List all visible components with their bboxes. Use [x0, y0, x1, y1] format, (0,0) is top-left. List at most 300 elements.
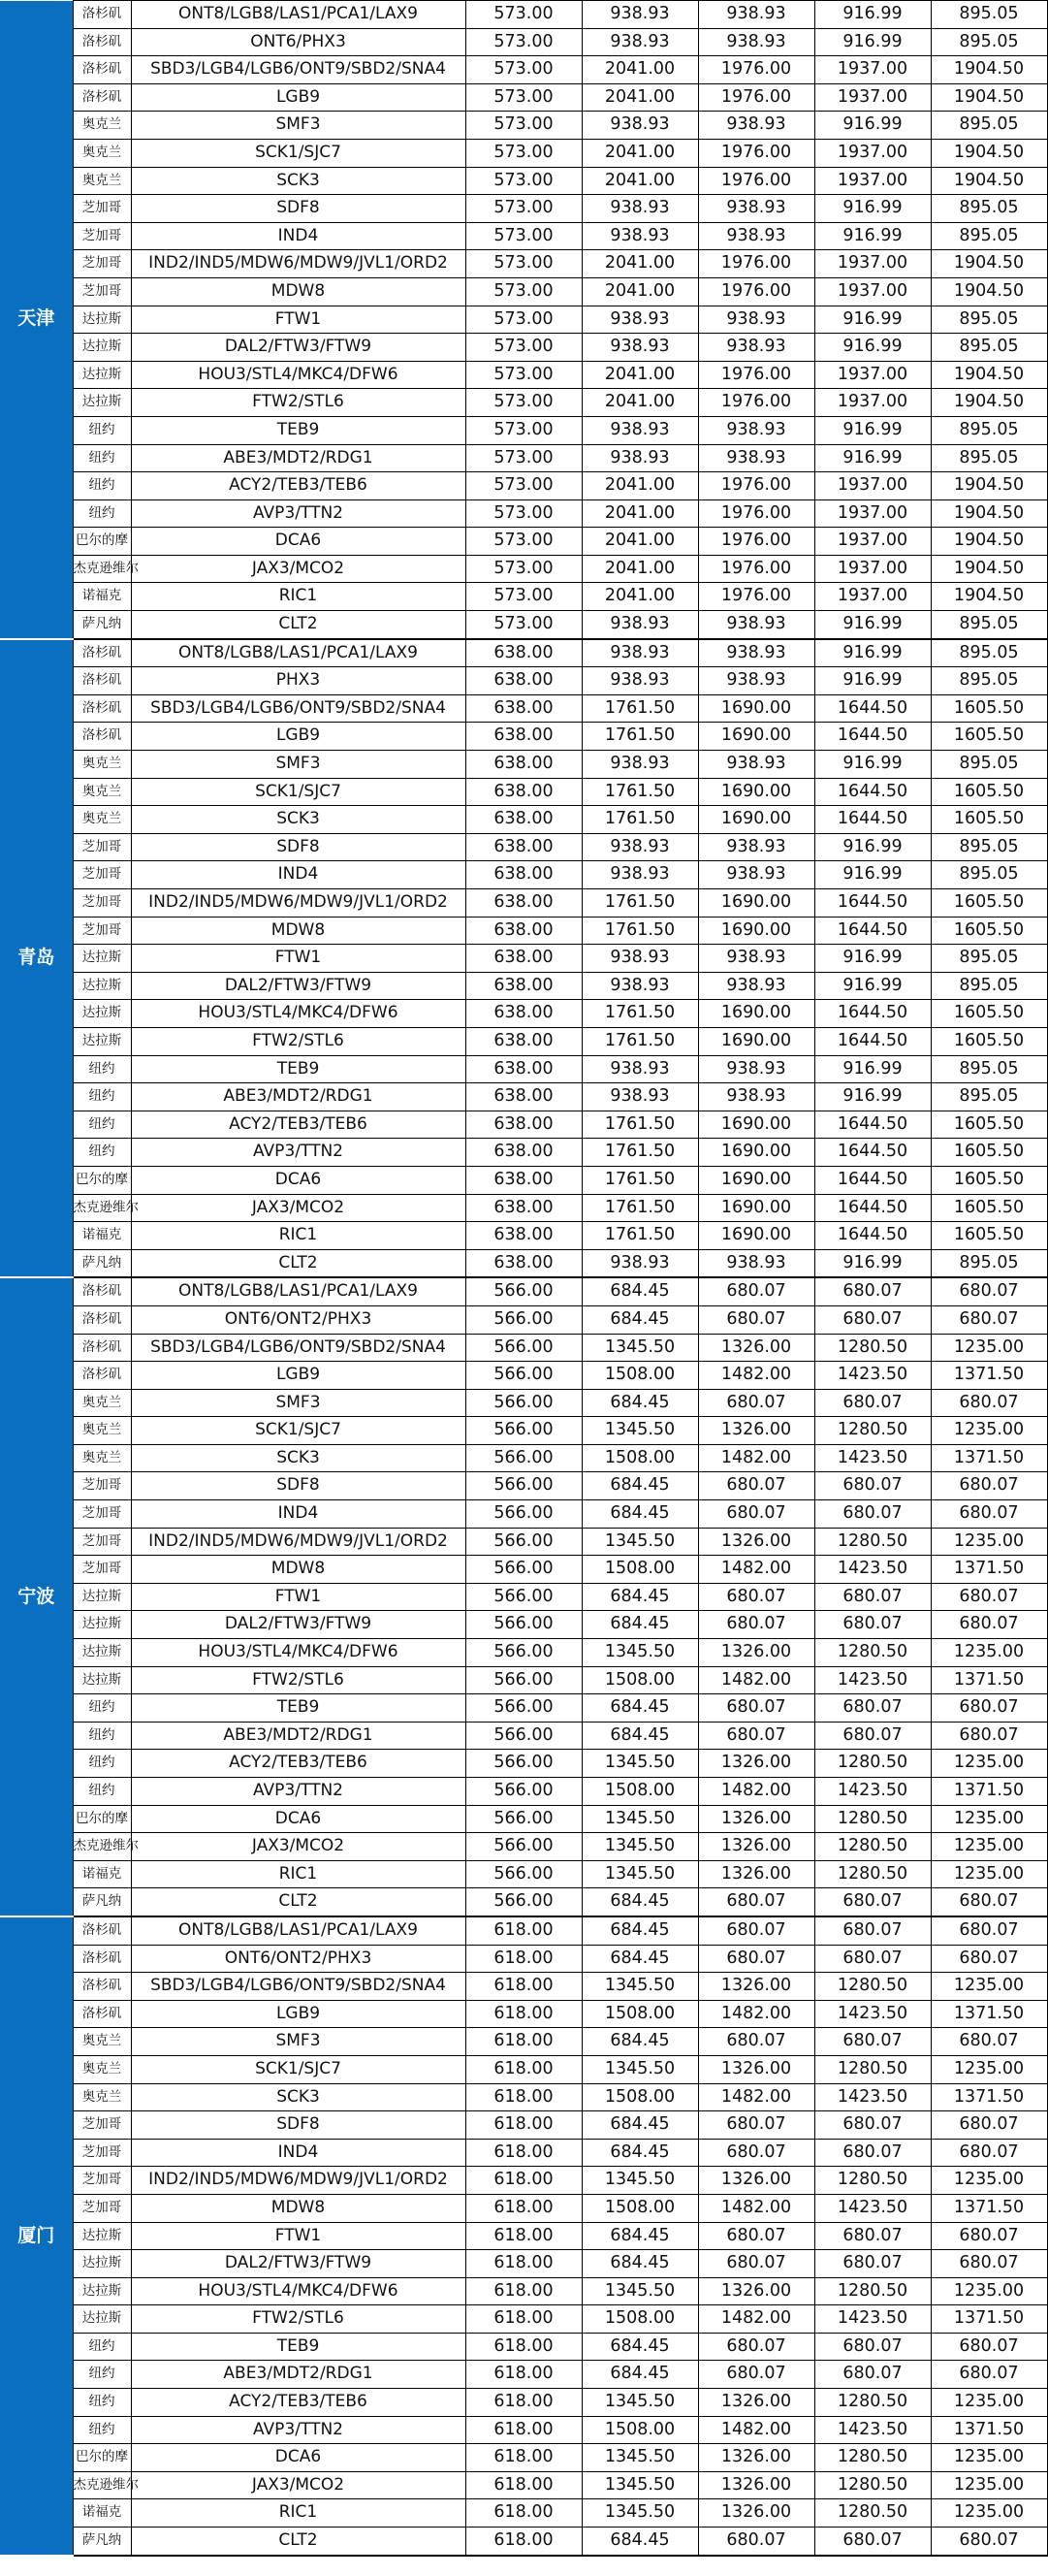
table-row: [0, 861, 1047, 889]
rate-col-4-cell: 1644.50: [814, 778, 931, 806]
table-row: [0, 667, 1047, 695]
rate-col-5-cell: 1904.50: [931, 472, 1047, 500]
rate-col-1-cell: 573.00: [465, 139, 582, 167]
rate-col-3-cell: 938.93: [698, 28, 814, 56]
rate-col-3-cell: 938.93: [698, 972, 814, 1000]
origin-port-label: 厦门: [0, 1916, 73, 2556]
rate-col-1-cell: 566.00: [465, 1888, 582, 1916]
warehouse-code-cell: PHX3: [131, 667, 465, 695]
rate-col-4-cell: 1644.50: [814, 1222, 931, 1250]
table-row: [0, 2277, 1047, 2305]
rate-col-4-cell: 1644.50: [814, 917, 931, 945]
rate-col-3-cell: 1690.00: [698, 694, 814, 723]
warehouse-code-cell: ACY2/TEB3/TEB6: [131, 472, 465, 500]
rate-col-1-cell: 566.00: [465, 1500, 582, 1529]
table-row: [0, 972, 1047, 1000]
destination-city-cell: 达拉斯: [73, 2222, 131, 2250]
table-row: [0, 1389, 1047, 1417]
rate-col-3-cell: 1482.00: [698, 2194, 814, 2222]
table-row: [0, 334, 1047, 362]
warehouse-code-cell: SCK1/SJC7: [131, 1417, 465, 1445]
rate-col-2-cell: 2041.00: [582, 472, 698, 500]
rate-col-3-cell: 1690.00: [698, 1027, 814, 1055]
rate-col-4-cell: 1280.50: [814, 1334, 931, 1362]
rate-col-5-cell: 895.05: [931, 1249, 1047, 1277]
destination-city-cell: 巴尔的摩: [73, 1166, 131, 1194]
rate-col-3-cell: 1326.00: [698, 1750, 814, 1778]
rate-col-3-cell: 1690.00: [698, 917, 814, 945]
warehouse-code-cell: DCA6: [131, 1805, 465, 1833]
rate-col-5-cell: 1904.50: [931, 583, 1047, 611]
rate-col-2-cell: 684.45: [582, 1694, 698, 1723]
rate-col-1-cell: 573.00: [465, 611, 582, 639]
table-row: [0, 1222, 1047, 1250]
warehouse-code-cell: HOU3/STL4/MKC4/DFW6: [131, 1000, 465, 1028]
table-row: [0, 1639, 1047, 1667]
rate-col-3-cell: 1976.00: [698, 167, 814, 195]
rate-col-2-cell: 938.93: [582, 1249, 698, 1277]
rate-col-3-cell: 1690.00: [698, 723, 814, 751]
rate-col-1-cell: 618.00: [465, 2028, 582, 2056]
rate-col-5-cell: 895.05: [931, 945, 1047, 973]
table-row: [0, 583, 1047, 611]
rate-col-2-cell: 938.93: [582, 195, 698, 223]
rate-col-3-cell: 1976.00: [698, 139, 814, 167]
rate-col-1-cell: 618.00: [465, 2361, 582, 2389]
table-row: [0, 1277, 1047, 1305]
table-row: [0, 611, 1047, 639]
rate-col-1-cell: 618.00: [465, 2222, 582, 2250]
destination-city-cell: 芝加哥: [73, 917, 131, 945]
rate-col-3-cell: 1690.00: [698, 806, 814, 834]
table-row: [0, 1444, 1047, 1472]
rate-col-1-cell: 638.00: [465, 806, 582, 834]
destination-city-cell: 诺福克: [73, 1860, 131, 1888]
destination-city-cell: 芝加哥: [73, 1472, 131, 1500]
warehouse-code-cell: IND4: [131, 1500, 465, 1529]
warehouse-code-cell: MDW8: [131, 2194, 465, 2222]
rate-col-4-cell: 916.99: [814, 861, 931, 889]
table-row: [0, 2194, 1047, 2222]
rate-col-4-cell: 680.07: [814, 2361, 931, 2389]
rate-col-1-cell: 618.00: [465, 2167, 582, 2195]
rate-col-1-cell: 566.00: [465, 1389, 582, 1417]
table-row: [0, 2333, 1047, 2361]
rate-col-2-cell: 1345.50: [582, 2167, 698, 2195]
rate-col-4-cell: 1644.50: [814, 1027, 931, 1055]
rate-col-4-cell: 1937.00: [814, 56, 931, 84]
rate-col-5-cell: 1235.00: [931, 1750, 1047, 1778]
rate-col-4-cell: 1280.50: [814, 2055, 931, 2083]
rate-col-3-cell: 938.93: [698, 1, 814, 29]
table-row: [0, 167, 1047, 195]
rate-col-2-cell: 2041.00: [582, 139, 698, 167]
rate-col-1-cell: 566.00: [465, 1860, 582, 1888]
warehouse-code-cell: AVP3/TTN2: [131, 2416, 465, 2444]
warehouse-code-cell: IND2/IND5/MDW6/MDW9/JVL1/ORD2: [131, 889, 465, 918]
origin-port-label: 青岛: [0, 639, 73, 1278]
rate-col-3-cell: 680.07: [698, 2028, 814, 2056]
rate-col-2-cell: 1761.50: [582, 1166, 698, 1194]
table-row: [0, 250, 1047, 278]
rate-col-5-cell: 1235.00: [931, 2499, 1047, 2528]
warehouse-code-cell: LGB9: [131, 83, 465, 112]
rate-col-3-cell: 1482.00: [698, 2000, 814, 2028]
rate-col-4-cell: 1937.00: [814, 389, 931, 417]
warehouse-code-cell: SMF3: [131, 112, 465, 140]
warehouse-code-cell: ONT6/ONT2/PHX3: [131, 1305, 465, 1334]
rate-col-5-cell: 680.07: [931, 2111, 1047, 2140]
destination-city-cell: 纽约: [73, 416, 131, 444]
rate-col-5-cell: 1605.50: [931, 1222, 1047, 1250]
warehouse-code-cell: CLT2: [131, 1249, 465, 1277]
rate-col-1-cell: 638.00: [465, 639, 582, 667]
rate-col-4-cell: 1937.00: [814, 499, 931, 528]
table-row: [0, 361, 1047, 389]
rate-col-3-cell: 680.07: [698, 1611, 814, 1639]
rate-col-2-cell: 684.45: [582, 2028, 698, 2056]
rate-col-4-cell: 1423.50: [814, 1778, 931, 1806]
rate-col-4-cell: 916.99: [814, 639, 931, 667]
table-row: [0, 2222, 1047, 2250]
warehouse-code-cell: AVP3/TTN2: [131, 499, 465, 528]
rate-col-5-cell: 680.07: [931, 2250, 1047, 2278]
destination-city-cell: 芝加哥: [73, 2194, 131, 2222]
table-row: [0, 889, 1047, 918]
rate-col-1-cell: 566.00: [465, 1583, 582, 1611]
warehouse-code-cell: SCK3: [131, 1444, 465, 1472]
table-row: [0, 1750, 1047, 1778]
warehouse-code-cell: SCK1/SJC7: [131, 139, 465, 167]
rate-col-1-cell: 566.00: [465, 1805, 582, 1833]
rate-col-1-cell: 573.00: [465, 83, 582, 112]
rate-col-5-cell: 895.05: [931, 1055, 1047, 1083]
rate-col-2-cell: 684.45: [582, 2361, 698, 2389]
table-row: [0, 2000, 1047, 2028]
warehouse-code-cell: FTW2/STL6: [131, 1027, 465, 1055]
rate-col-2-cell: 1761.50: [582, 889, 698, 918]
warehouse-code-cell: TEB9: [131, 1694, 465, 1723]
rate-col-1-cell: 573.00: [465, 167, 582, 195]
rate-col-4-cell: 1280.50: [814, 1750, 931, 1778]
destination-city-cell: 奥克兰: [73, 139, 131, 167]
destination-city-cell: 达拉斯: [73, 361, 131, 389]
rate-col-4-cell: 916.99: [814, 1083, 931, 1111]
rate-col-2-cell: 1761.50: [582, 1027, 698, 1055]
table-row: [0, 1973, 1047, 2001]
rate-col-1-cell: 618.00: [465, 1945, 582, 1973]
warehouse-code-cell: ONT8/LGB8/LAS1/PCA1/LAX9: [131, 1277, 465, 1305]
table-row: [0, 778, 1047, 806]
rate-col-5-cell: 1904.50: [931, 499, 1047, 528]
rate-col-4-cell: 680.07: [814, 1945, 931, 1973]
warehouse-code-cell: ONT6/ONT2/PHX3: [131, 1945, 465, 1973]
rate-col-5-cell: 1235.00: [931, 2055, 1047, 2083]
rate-col-4-cell: 1280.50: [814, 1973, 931, 2001]
warehouse-code-cell: SMF3: [131, 2028, 465, 2056]
table-row: [0, 1778, 1047, 1806]
rate-col-1-cell: 638.00: [465, 751, 582, 779]
rate-col-4-cell: 916.99: [814, 195, 931, 223]
rate-col-3-cell: 680.07: [698, 2139, 814, 2167]
destination-city-cell: 纽约: [73, 1111, 131, 1139]
destination-city-cell: 纽约: [73, 1139, 131, 1167]
rate-col-3-cell: 1976.00: [698, 83, 814, 112]
table-row: [0, 833, 1047, 861]
table-row: [0, 723, 1047, 751]
table-row: [0, 528, 1047, 556]
warehouse-code-cell: SBD3/LGB4/LGB6/ONT9/SBD2/SNA4: [131, 1973, 465, 2001]
destination-city-cell: 诺福克: [73, 583, 131, 611]
rate-col-2-cell: 684.45: [582, 1888, 698, 1916]
warehouse-code-cell: SDF8: [131, 195, 465, 223]
warehouse-code-cell: JAX3/MCO2: [131, 1194, 465, 1222]
rate-col-5-cell: 1605.50: [931, 1139, 1047, 1167]
warehouse-code-cell: CLT2: [131, 1888, 465, 1916]
table-row: [0, 2167, 1047, 2195]
warehouse-code-cell: ONT8/LGB8/LAS1/PCA1/LAX9: [131, 639, 465, 667]
rate-col-3-cell: 1976.00: [698, 499, 814, 528]
rate-col-3-cell: 938.93: [698, 1083, 814, 1111]
table-row: [0, 1583, 1047, 1611]
rate-col-1-cell: 573.00: [465, 528, 582, 556]
destination-city-cell: 纽约: [73, 472, 131, 500]
destination-city-cell: 芝加哥: [73, 2167, 131, 2195]
rate-col-3-cell: 680.07: [698, 2111, 814, 2140]
rate-col-2-cell: 938.93: [582, 945, 698, 973]
destination-city-cell: 诺福克: [73, 2499, 131, 2528]
warehouse-code-cell: FTW1: [131, 945, 465, 973]
rate-col-3-cell: 680.07: [698, 1583, 814, 1611]
rate-col-1-cell: 566.00: [465, 1334, 582, 1362]
rate-col-2-cell: 684.45: [582, 2528, 698, 2556]
rate-col-2-cell: 1761.50: [582, 806, 698, 834]
warehouse-code-cell: SCK3: [131, 806, 465, 834]
rate-col-2-cell: 938.93: [582, 751, 698, 779]
destination-city-cell: 达拉斯: [73, 1639, 131, 1667]
rate-col-1-cell: 618.00: [465, 1973, 582, 2001]
rate-col-3-cell: 1976.00: [698, 583, 814, 611]
warehouse-code-cell: TEB9: [131, 2333, 465, 2361]
warehouse-code-cell: ACY2/TEB3/TEB6: [131, 2389, 465, 2417]
rate-col-4-cell: 916.99: [814, 444, 931, 472]
rate-col-5-cell: 1904.50: [931, 56, 1047, 84]
rate-col-2-cell: 684.45: [582, 1945, 698, 1973]
warehouse-code-cell: IND2/IND5/MDW6/MDW9/JVL1/ORD2: [131, 2167, 465, 2195]
rate-col-3-cell: 1326.00: [698, 1833, 814, 1861]
warehouse-code-cell: ACY2/TEB3/TEB6: [131, 1750, 465, 1778]
rate-col-4-cell: 1280.50: [814, 2499, 931, 2528]
rate-col-1-cell: 566.00: [465, 1778, 582, 1806]
rate-col-4-cell: 680.07: [814, 1305, 931, 1334]
rate-col-4-cell: 1644.50: [814, 806, 931, 834]
warehouse-code-cell: IND2/IND5/MDW6/MDW9/JVL1/ORD2: [131, 1528, 465, 1556]
destination-city-cell: 达拉斯: [73, 1027, 131, 1055]
rate-col-5-cell: 1904.50: [931, 528, 1047, 556]
warehouse-code-cell: AVP3/TTN2: [131, 1139, 465, 1167]
destination-city-cell: 洛杉矶: [73, 667, 131, 695]
warehouse-code-cell: FTW1: [131, 306, 465, 334]
rate-col-4-cell: 1423.50: [814, 1444, 931, 1472]
rate-col-2-cell: 1508.00: [582, 1666, 698, 1694]
rate-col-5-cell: 895.05: [931, 667, 1047, 695]
destination-city-cell: 达拉斯: [73, 2305, 131, 2334]
rate-col-5-cell: 1235.00: [931, 1639, 1047, 1667]
rate-col-1-cell: 573.00: [465, 472, 582, 500]
rate-col-1-cell: 573.00: [465, 361, 582, 389]
rate-col-4-cell: 916.99: [814, 222, 931, 250]
rate-col-4-cell: 1280.50: [814, 2471, 931, 2499]
rate-col-2-cell: 1345.50: [582, 1750, 698, 1778]
warehouse-code-cell: ABE3/MDT2/RDG1: [131, 2361, 465, 2389]
rate-col-5-cell: 1605.50: [931, 1194, 1047, 1222]
warehouse-code-cell: TEB9: [131, 416, 465, 444]
rate-col-1-cell: 618.00: [465, 2139, 582, 2167]
rate-col-5-cell: 680.07: [931, 2028, 1047, 2056]
table-row: [0, 112, 1047, 140]
rate-col-3-cell: 1326.00: [698, 1805, 814, 1833]
destination-city-cell: 纽约: [73, 1694, 131, 1723]
rate-col-3-cell: 1976.00: [698, 472, 814, 500]
rate-col-3-cell: 938.93: [698, 667, 814, 695]
warehouse-code-cell: DCA6: [131, 528, 465, 556]
rate-col-1-cell: 618.00: [465, 2416, 582, 2444]
rate-col-5-cell: 895.05: [931, 444, 1047, 472]
rate-col-4-cell: 1280.50: [814, 2277, 931, 2305]
table-row: [0, 1860, 1047, 1888]
rate-col-4-cell: 680.07: [814, 2222, 931, 2250]
rate-col-5-cell: 1904.50: [931, 83, 1047, 112]
rate-col-5-cell: 895.05: [931, 222, 1047, 250]
rate-col-3-cell: 938.93: [698, 611, 814, 639]
rate-col-1-cell: 573.00: [465, 499, 582, 528]
warehouse-code-cell: RIC1: [131, 1222, 465, 1250]
table-row: [0, 139, 1047, 167]
rate-col-2-cell: 684.45: [582, 2222, 698, 2250]
rate-col-3-cell: 938.93: [698, 639, 814, 667]
rate-col-2-cell: 1345.50: [582, 1528, 698, 1556]
rate-col-5-cell: 1904.50: [931, 139, 1047, 167]
rate-col-2-cell: 684.45: [582, 1277, 698, 1305]
table-row: [0, 306, 1047, 334]
rate-col-3-cell: 1326.00: [698, 2277, 814, 2305]
rate-col-5-cell: 680.07: [931, 2528, 1047, 2556]
rate-col-5-cell: 1904.50: [931, 250, 1047, 278]
rate-col-4-cell: 1280.50: [814, 2389, 931, 2417]
table-row: [0, 1528, 1047, 1556]
rate-col-1-cell: 618.00: [465, 2528, 582, 2556]
rate-col-3-cell: 680.07: [698, 2361, 814, 2389]
rate-col-2-cell: 938.93: [582, 306, 698, 334]
rate-col-3-cell: 1482.00: [698, 1666, 814, 1694]
destination-city-cell: 达拉斯: [73, 1583, 131, 1611]
rate-col-5-cell: 1904.50: [931, 555, 1047, 583]
rate-col-4-cell: 680.07: [814, 2111, 931, 2140]
rate-col-5-cell: 680.07: [931, 1277, 1047, 1305]
rate-col-2-cell: 1508.00: [582, 2083, 698, 2111]
destination-city-cell: 洛杉矶: [73, 1973, 131, 2001]
rate-col-2-cell: 1345.50: [582, 2277, 698, 2305]
rate-col-4-cell: 1280.50: [814, 1805, 931, 1833]
rate-col-1-cell: 638.00: [465, 723, 582, 751]
rate-col-4-cell: 1644.50: [814, 1000, 931, 1028]
warehouse-code-cell: IND2/IND5/MDW6/MDW9/JVL1/ORD2: [131, 250, 465, 278]
rate-col-5-cell: 1371.50: [931, 2083, 1047, 2111]
table-row: [0, 1805, 1047, 1833]
rate-col-4-cell: 680.07: [814, 2250, 931, 2278]
rate-col-3-cell: 1976.00: [698, 555, 814, 583]
rate-col-2-cell: 1508.00: [582, 1556, 698, 1584]
destination-city-cell: 达拉斯: [73, 972, 131, 1000]
rate-col-4-cell: 1423.50: [814, 2000, 931, 2028]
table-row: [0, 1362, 1047, 1390]
rate-col-1-cell: 638.00: [465, 1166, 582, 1194]
rate-col-2-cell: 2041.00: [582, 361, 698, 389]
warehouse-code-cell: ABE3/MDT2/RDG1: [131, 1083, 465, 1111]
rate-col-4-cell: 1423.50: [814, 2194, 931, 2222]
warehouse-code-cell: JAX3/MCO2: [131, 1833, 465, 1861]
destination-city-cell: 洛杉矶: [73, 1334, 131, 1362]
rate-col-1-cell: 638.00: [465, 1083, 582, 1111]
rate-col-4-cell: 1644.50: [814, 694, 931, 723]
rate-col-5-cell: 1605.50: [931, 1166, 1047, 1194]
table-row: [0, 2528, 1047, 2556]
table-row: [0, 389, 1047, 417]
rate-col-5-cell: 1235.00: [931, 1860, 1047, 1888]
destination-city-cell: 奥克兰: [73, 1417, 131, 1445]
rate-col-5-cell: 1235.00: [931, 2277, 1047, 2305]
rate-col-4-cell: 916.99: [814, 972, 931, 1000]
rate-col-4-cell: 680.07: [814, 2139, 931, 2167]
table-row: [0, 1417, 1047, 1445]
destination-city-cell: 杰克逊维尔: [73, 2471, 131, 2499]
rate-col-3-cell: 1326.00: [698, 2055, 814, 2083]
rate-col-3-cell: 1690.00: [698, 889, 814, 918]
rate-col-5-cell: 680.07: [931, 2333, 1047, 2361]
warehouse-code-cell: SBD3/LGB4/LGB6/ONT9/SBD2/SNA4: [131, 1334, 465, 1362]
warehouse-code-cell: ABE3/MDT2/RDG1: [131, 444, 465, 472]
rate-col-3-cell: 1326.00: [698, 1860, 814, 1888]
rate-col-2-cell: 938.93: [582, 1055, 698, 1083]
table-row: [0, 1000, 1047, 1028]
rate-col-5-cell: 895.05: [931, 416, 1047, 444]
table-row: [0, 2083, 1047, 2111]
rate-col-5-cell: 680.07: [931, 2222, 1047, 2250]
rate-col-1-cell: 573.00: [465, 334, 582, 362]
rate-col-1-cell: 638.00: [465, 778, 582, 806]
rate-col-3-cell: 680.07: [698, 1472, 814, 1500]
rate-col-2-cell: 938.93: [582, 416, 698, 444]
rate-col-3-cell: 1690.00: [698, 1222, 814, 1250]
rate-col-1-cell: 573.00: [465, 1, 582, 29]
rate-col-1-cell: 638.00: [465, 861, 582, 889]
destination-city-cell: 洛杉矶: [73, 1, 131, 29]
rate-col-2-cell: 684.45: [582, 2250, 698, 2278]
rate-col-3-cell: 1326.00: [698, 1639, 814, 1667]
rate-col-2-cell: 2041.00: [582, 250, 698, 278]
destination-city-cell: 洛杉矶: [73, 723, 131, 751]
rate-col-2-cell: 1761.50: [582, 917, 698, 945]
rate-col-5-cell: 1235.00: [931, 1528, 1047, 1556]
rate-col-5-cell: 895.05: [931, 1083, 1047, 1111]
table-row: [0, 2250, 1047, 2278]
rate-col-4-cell: 1644.50: [814, 1166, 931, 1194]
rate-col-2-cell: 2041.00: [582, 56, 698, 84]
rate-col-2-cell: 684.45: [582, 1305, 698, 1334]
warehouse-code-cell: ONT6/PHX3: [131, 28, 465, 56]
rate-col-4-cell: 680.07: [814, 1888, 931, 1916]
rate-col-5-cell: 895.05: [931, 639, 1047, 667]
